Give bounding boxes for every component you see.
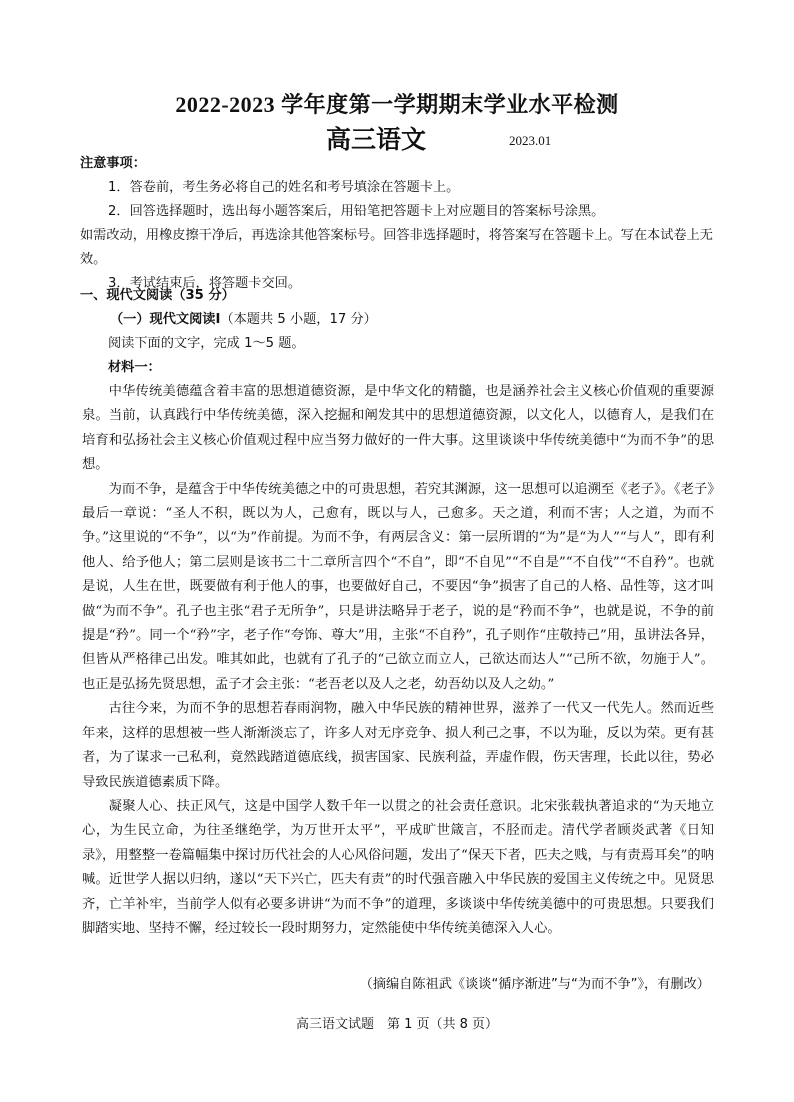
passage [82,380,714,941]
notes-item-2: 2．回答选择题时，选出每小题答案后，用铅笔把答题卡上对应题目的答案标号涂黑。 [108,204,605,219]
subject-title: 高三语文 [326,125,427,154]
material-label: 材料一： [108,360,161,375]
source-citation: （摘编自陈祖武《谈谈“循序渐进”与“为而不争”》，有删改） [359,977,710,992]
page-footer: 高三语文试题 第 1 页（共 8 页） [295,1017,499,1032]
passage-paragraph-3: 古往今来，为而不争的思想若春雨润物，融入中华民族的精神世界，滋养了一代又一代先人。然而近些年来，这样的思想被一些人渐渐淡忘了，许多人对无序竞争、损人利己之事，不以为耻，反以为荣。更有甚者，为了谋求一己私利，竟然践踏道德底线，损害国家、民族利益，弄虚作假，伤天害理，长此以往，势必导致民族道德素质下降。 [82,701,714,790]
passage-paragraph-4: 凝聚人心、扶正风气，这是中国学人数千年一以贯之的社会责任意识。北宋张载执著追求的“为天地立心，为生民立命，为往圣继绝学，为万世开太平”，平成旷世箴言，不胫而走。清代学者顾炎武著《日知录》，用整整一卷篇幅集中探讨历代社会的人心风俗问题，发出了“保天下者，匹夫之贱，与有责焉耳矣”的呐喊。近世学人据以归纳，遂以“天下兴亡，匹夫有责”的时代强音融入中华民族的爱国主义传统之中。见贤思齐，亡羊补牢，当前学人似有必要多讲讲“为而不争”的道理，多谈谈中华传统美德中的可贵思想。只要我们脚踏实地、坚持不懈，经过较长一段时期努力，定然能使中华传统美德深入人心。 [82,798,714,936]
section-block [80,284,720,380]
exam-date: 2023.01 [509,133,552,148]
notes-block [80,152,720,296]
exam-title: 2022-2023 学年度第一学期期末学业水平检测 [175,92,619,117]
passage-paragraph-2: 为而不争，是蕴含于中华传统美德之中的可贵思想，若究其渊源，这一思想可以追溯至《老子》。《老子》最后一章说：“圣人不积，既以为人，己愈有，既以与人，己愈多。天之道，利而不害；人之道，为而不争。”这里说的“不争”，以“为”作前提。为而不争，有两层含义：第一层所谓的“为”是“为人”“与人”，即有利他人、给予他人；第二层则是该书二十二章所言四个“不自”，即“不自见”“不自是”“不自伐”“不自矜”。也就是说，人生在世，既要做有利于他人的事，也要做好自己，不要因“争”损害了自己的人格、品性等，这才叫做“为而不争”。孔子也主张“君子无所争”，只是讲法略异于老子，说的是“矜而不争”，也就是说，不争的前提是“矜”。同一个“矜”字，老子作“夸饰、尊大”用，主张“不自矜”，孔子则作“庄敬持己”用，虽讲法各异，但皆从严格律己出发。唯其如此，也就有了孔子的“己欲立而立人，己欲达而达人”“己所不欲，勿施于人”。也正是弘扬先贤思想，孟子才会主张：“老吾老以及人之老，幼吾幼以及人之幼。” [82,481,714,692]
sub-section-heading: （一）现代文阅读Ⅰ [110,312,221,327]
section-heading: 一、现代文阅读（35 分） [80,288,235,303]
passage-paragraph-1: 中华传统美德蕴含着丰富的思想道德资源，是中华文化的精髓，也是涵养社会主义核心价值观的重要源泉。当前，认真践行中华传统美德，深入挖掘和阐发其中的思想道德资源，以文化人，以德育人，是我们在培育和弘扬社会主义核心价值观过程中应当努力做好的一件大事。这里谈谈中华传统美德中“为而不争”的思想。 [82,384,714,473]
notes-item-3: 3．考试结束后，将答题卡交回。 [108,276,302,291]
reading-instruction: 阅读下面的文字，完成 1～5 题。 [108,336,305,351]
notes-heading: 注意事项： [80,156,146,171]
sub-section-note: （本题共 5 小题，17 分） [220,312,377,327]
sub-section-heading-row [80,308,720,332]
notes-item-1: 1．答卷前，考生务必将自己的姓名和考号填涂在答题卡上。 [108,180,460,195]
notes-item-2-continued: 如需改动，用橡皮擦干净后，再选涂其他答案标号。回答非选择题时，将答案写在答题卡上。写在本试卷上无效。 [80,228,713,267]
